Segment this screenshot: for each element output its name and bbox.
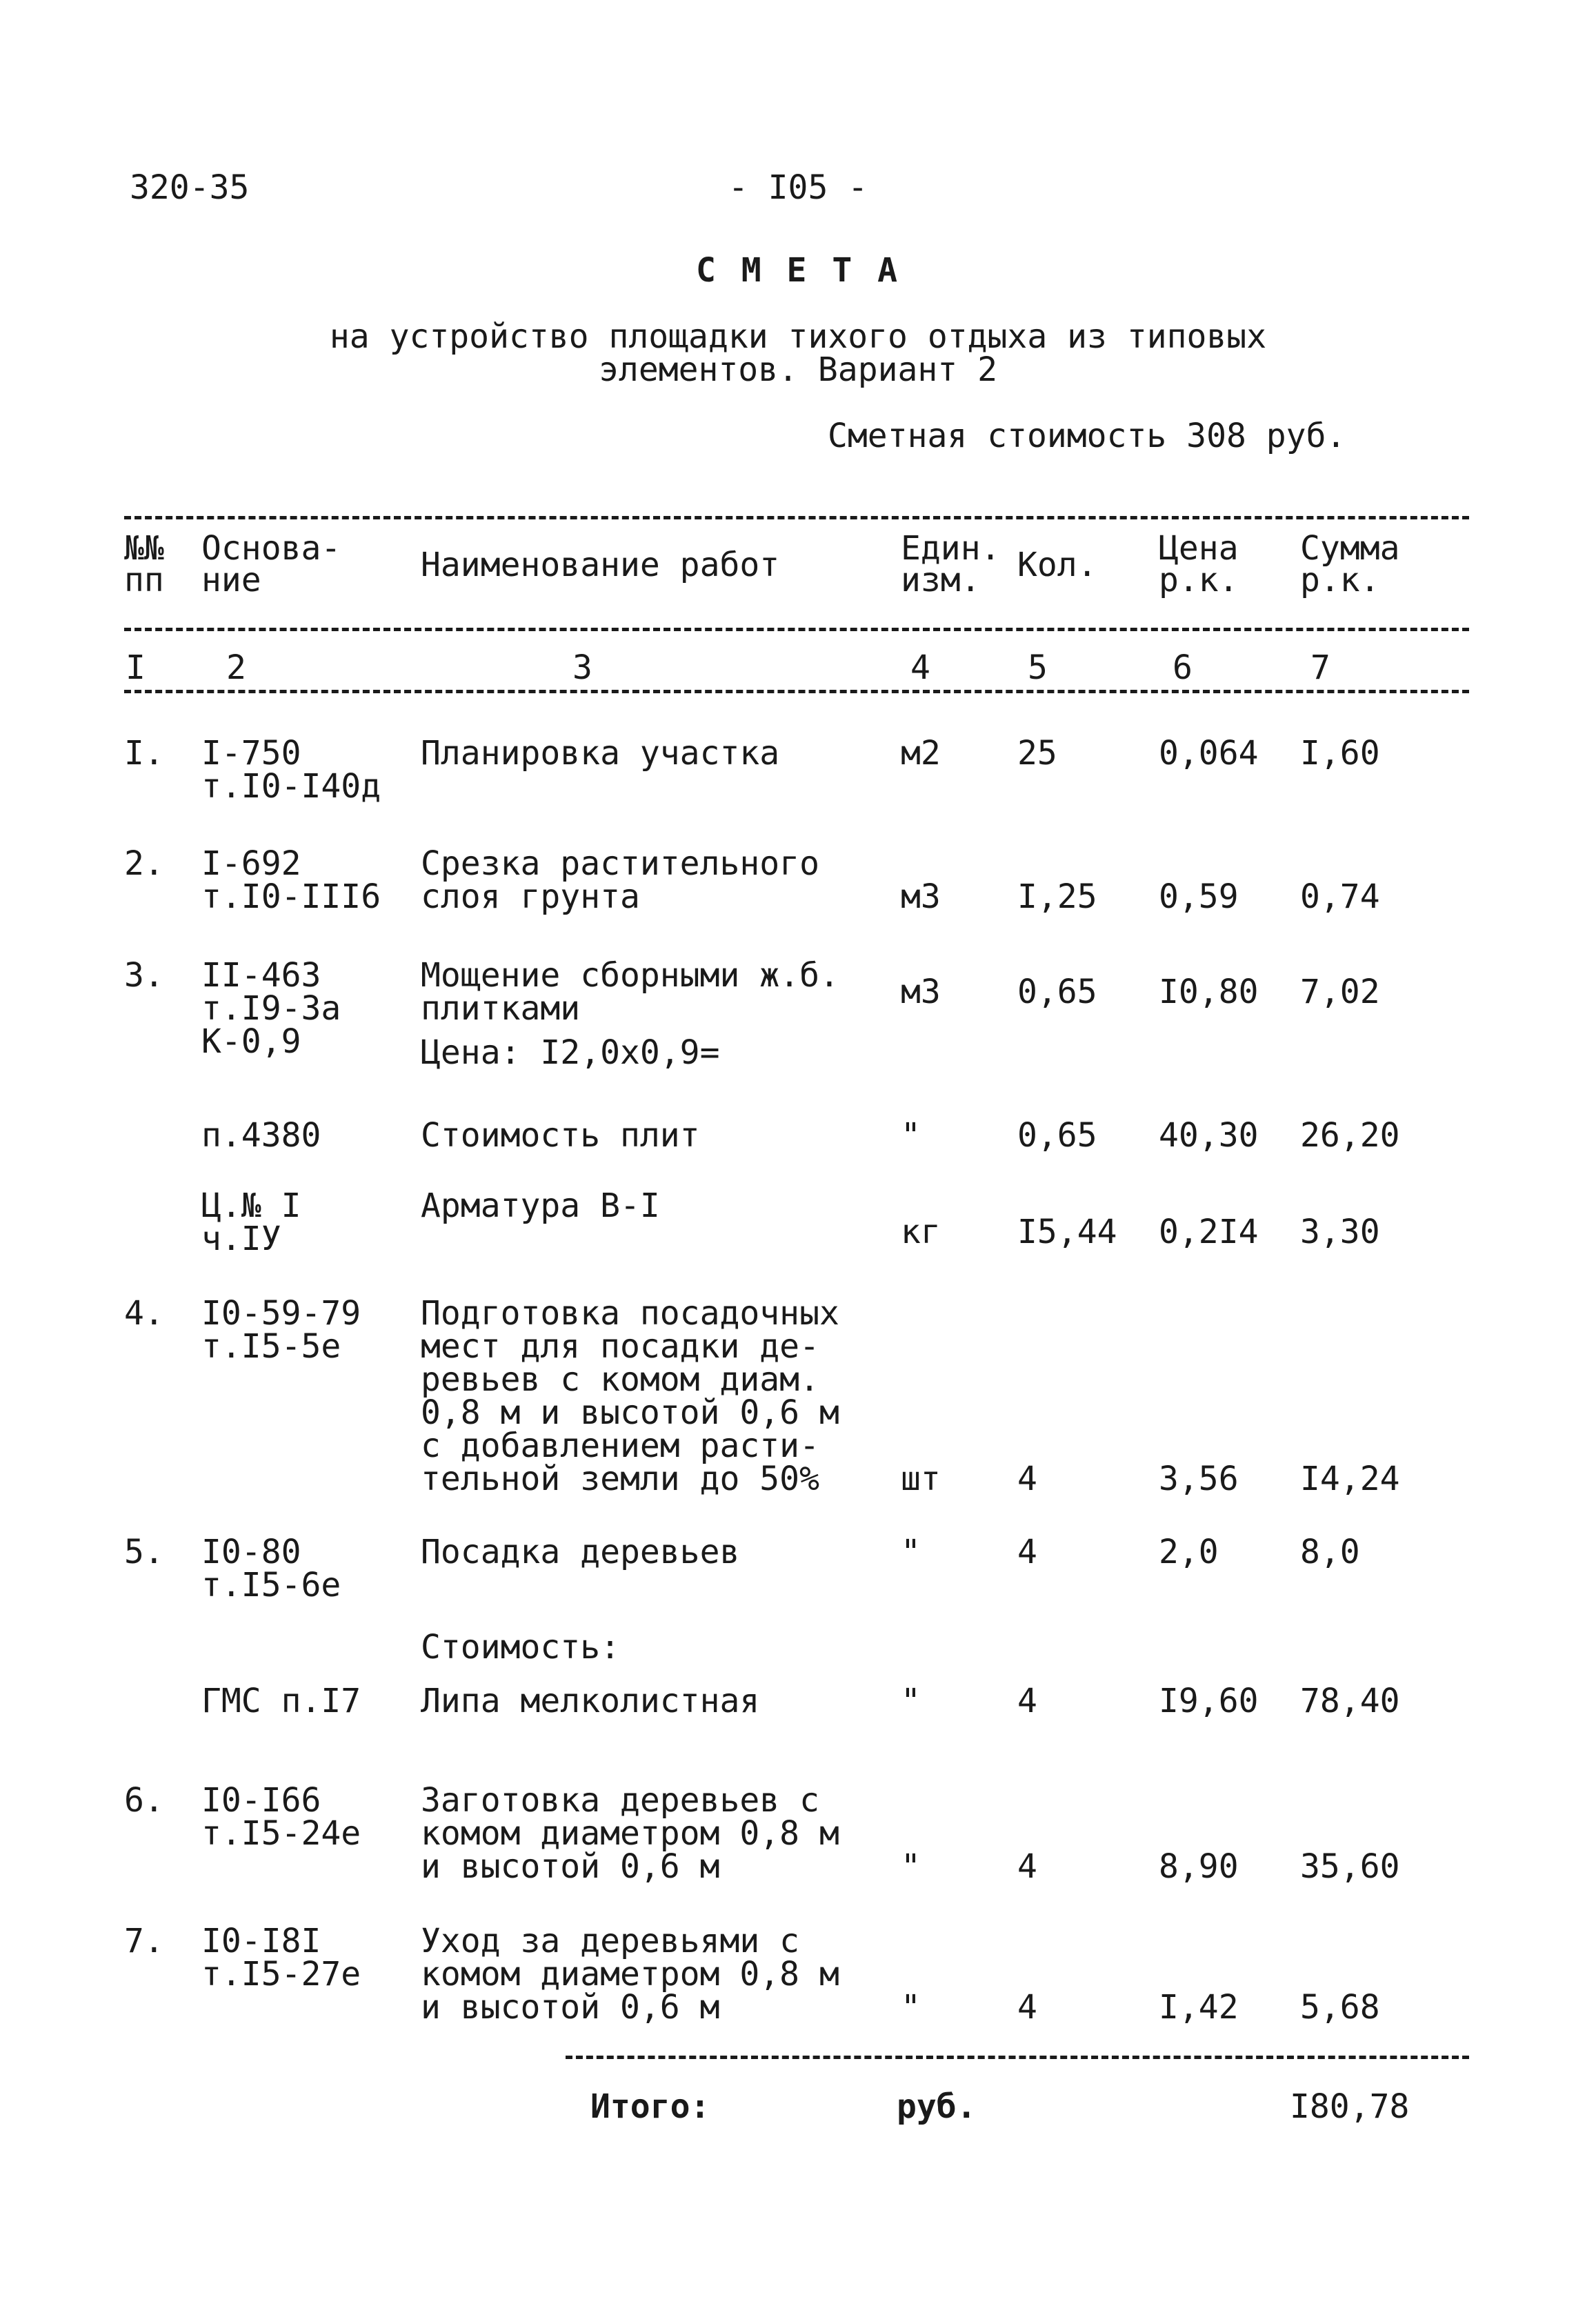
column-header-price: Цена xyxy=(1159,529,1239,568)
column-header-price: р.к. xyxy=(1159,561,1239,599)
row-number: I. xyxy=(124,734,164,773)
row-basis: ч.IУ xyxy=(201,1220,281,1258)
row-unit: шт xyxy=(901,1460,941,1498)
row-price: 3,56 xyxy=(1159,1460,1239,1498)
column-number: 5 xyxy=(1028,648,1048,687)
total-divider xyxy=(566,2056,1469,2059)
row-price: 0,2I4 xyxy=(1159,1213,1259,1252)
row-sum: 35,60 xyxy=(1300,1847,1400,1886)
column-number: 6 xyxy=(1173,648,1193,687)
row-basis: п.4380 xyxy=(201,1116,321,1155)
row-number: 6. xyxy=(124,1781,164,1820)
row-work-name: Стоимость плит xyxy=(421,1116,700,1155)
column-numbers-divider xyxy=(124,690,1469,693)
row-work-name: тельной земли до 50% xyxy=(421,1460,819,1498)
row-work-name: Арматура В-I xyxy=(421,1186,660,1225)
row-price: I,42 xyxy=(1159,1988,1239,2027)
row-price: 0,59 xyxy=(1159,877,1239,916)
row-unit: " xyxy=(901,1682,921,1720)
row-basis: I0-I66 xyxy=(201,1781,321,1820)
row-work-name: и высотой 0,6 м xyxy=(421,1847,720,1886)
row-price: 2,0 xyxy=(1159,1533,1219,1571)
row-basis: т.I0-I40д xyxy=(201,767,381,806)
row-work-name: Уход за деревьями с xyxy=(421,1922,800,1960)
row-sum: 26,20 xyxy=(1300,1116,1400,1155)
column-number: I xyxy=(126,648,146,687)
total-unit: руб. xyxy=(897,2087,977,2126)
row-work-name: Планировка участка xyxy=(421,734,780,773)
row-work-name: плитками xyxy=(421,989,581,1028)
column-number: 2 xyxy=(226,648,246,687)
row-price: I0,80 xyxy=(1159,973,1259,1011)
row-basis: I0-59-79 xyxy=(201,1294,361,1333)
row-quantity: 4 xyxy=(1017,1682,1037,1720)
row-sum: 7,02 xyxy=(1300,973,1380,1011)
header-top-divider xyxy=(124,516,1469,519)
row-sum: 0,74 xyxy=(1300,877,1380,916)
estimated-cost: Сметная стоимость 308 руб. xyxy=(828,417,1346,455)
header-bottom-divider xyxy=(124,628,1469,631)
column-header-unit: изм. xyxy=(901,561,981,599)
column-header-sum: р.к. xyxy=(1300,561,1380,599)
row-basis: I-750 xyxy=(201,734,301,773)
row-sum: 8,0 xyxy=(1300,1533,1360,1571)
row-basis: I-692 xyxy=(201,844,301,883)
row-basis: т.I5-24е xyxy=(201,1814,361,1853)
row-work-name: с добавлением расти- xyxy=(421,1427,819,1465)
row-unit: " xyxy=(901,1116,921,1155)
row-work-name: ревьев с комом диам. xyxy=(421,1360,819,1399)
row-work-name: слоя грунта xyxy=(421,877,640,916)
row-number: 4. xyxy=(124,1294,164,1333)
row-quantity: 4 xyxy=(1017,1533,1037,1571)
row-work-name: комом диаметром 0,8 м xyxy=(421,1955,839,1994)
row-work-name: комом диаметром 0,8 м xyxy=(421,1814,839,1853)
row-quantity: 4 xyxy=(1017,1847,1037,1886)
row-number: 3. xyxy=(124,956,164,995)
row-basis: т.I0-III6 xyxy=(201,877,381,916)
row-work-name: Срезка растительного xyxy=(421,844,819,883)
row-unit: " xyxy=(901,1847,921,1886)
row-work-name: Посадка деревьев xyxy=(421,1533,740,1571)
row-basis: I0-I8I xyxy=(201,1922,321,1960)
subtitle-line-2: элементов. Вариант 2 xyxy=(599,350,997,389)
column-number: 7 xyxy=(1310,648,1330,687)
row-price: I9,60 xyxy=(1159,1682,1259,1720)
row-quantity: 0,65 xyxy=(1017,1116,1097,1155)
page-number: - I05 - xyxy=(728,168,868,207)
row-basis: II-463 xyxy=(201,956,321,995)
document-code: 320-35 xyxy=(130,168,250,207)
subtitle-line-1: на устройство площадки тихого отдыха из типовых xyxy=(329,317,1267,356)
row-number: 7. xyxy=(124,1922,164,1960)
column-header-num: №№ xyxy=(124,529,164,568)
row-sum: I4,24 xyxy=(1300,1460,1400,1498)
row-number: 2. xyxy=(124,844,164,883)
row-basis: т.I9-3а xyxy=(201,989,341,1028)
column-number: 4 xyxy=(910,648,930,687)
column-number: 3 xyxy=(572,648,592,687)
row-price: 40,30 xyxy=(1159,1116,1259,1155)
row-price: 0,064 xyxy=(1159,734,1259,773)
column-header-num: пп xyxy=(124,561,164,599)
row-basis: т.I5-5е xyxy=(201,1327,341,1366)
row-work-name: Подготовка посадочных xyxy=(421,1294,839,1333)
document-title: С М Е Т А xyxy=(695,251,901,290)
row-price: 8,90 xyxy=(1159,1847,1239,1886)
column-header-basis: Основа- xyxy=(201,529,341,568)
row-unit: кг xyxy=(901,1213,941,1252)
total-label: Итого: xyxy=(590,2087,710,2126)
row-unit: " xyxy=(901,1533,921,1571)
row-basis: Ц.№ I xyxy=(201,1186,301,1225)
row-number: 5. xyxy=(124,1533,164,1571)
row-work-name: Цена: I2,0х0,9= xyxy=(421,1033,720,1072)
row-work-name: и высотой 0,6 м xyxy=(421,1988,720,2027)
column-header-qty: Кол. xyxy=(1017,546,1097,584)
row-quantity: 0,65 xyxy=(1017,973,1097,1011)
row-quantity: 4 xyxy=(1017,1988,1037,2027)
row-unit: м3 xyxy=(901,973,941,1011)
row-work-name: Липа мелколистная xyxy=(421,1682,760,1720)
row-sum: 78,40 xyxy=(1300,1682,1400,1720)
row-work-name: Заготовка деревьев с xyxy=(421,1781,819,1820)
row-basis: ГМС п.I7 xyxy=(201,1682,361,1720)
row-unit: м2 xyxy=(901,734,941,773)
row-work-name: мест для посадки де- xyxy=(421,1327,819,1366)
row-basis: т.I5-27е xyxy=(201,1955,361,1994)
total-sum: I80,78 xyxy=(1290,2087,1410,2126)
column-header-name: Наименование работ xyxy=(421,546,780,584)
row-unit: м3 xyxy=(901,877,941,916)
row-work-name: Стоимость: xyxy=(421,1628,620,1667)
row-sum: 3,30 xyxy=(1300,1213,1380,1252)
row-basis: I0-80 xyxy=(201,1533,301,1571)
row-basis: К-0,9 xyxy=(201,1022,301,1061)
row-quantity: I,25 xyxy=(1017,877,1097,916)
row-unit: " xyxy=(901,1988,921,2027)
row-quantity: 4 xyxy=(1017,1460,1037,1498)
column-header-unit: Един. xyxy=(901,529,1001,568)
row-quantity: 25 xyxy=(1017,734,1057,773)
row-quantity: I5,44 xyxy=(1017,1213,1117,1252)
column-header-sum: Сумма xyxy=(1300,529,1400,568)
row-work-name: Мощение сборными ж.б. xyxy=(421,956,839,995)
column-header-basis: ние xyxy=(201,561,261,599)
row-work-name: 0,8 м и высотой 0,6 м xyxy=(421,1393,839,1432)
row-sum: 5,68 xyxy=(1300,1988,1380,2027)
row-basis: т.I5-6е xyxy=(201,1566,341,1604)
row-sum: I,60 xyxy=(1300,734,1380,773)
